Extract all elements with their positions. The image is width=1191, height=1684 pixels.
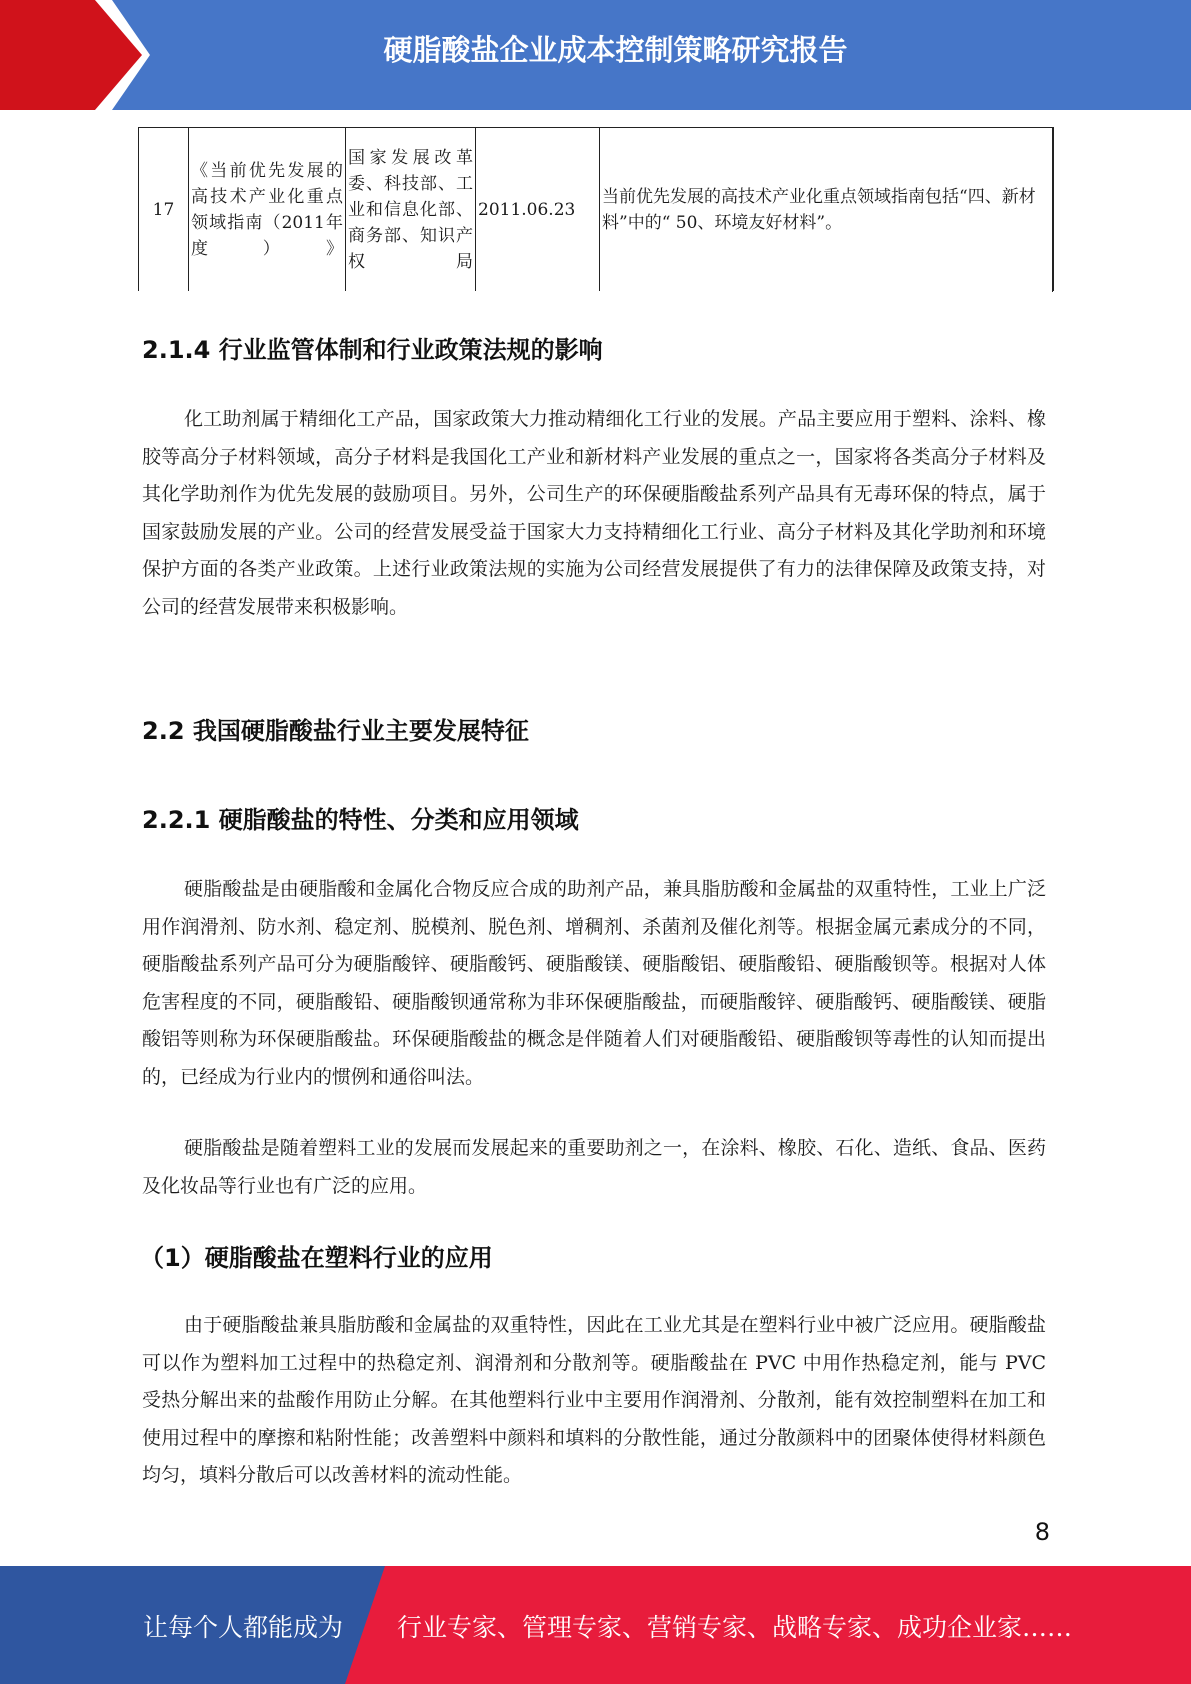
report-title: 硬脂酸盐企业成本控制策略研究报告 bbox=[383, 33, 848, 67]
policy-name: 《当前优先发展的高技术产业化重点领域指南（2011年度）》 bbox=[189, 128, 346, 293]
heading-2-2-1: 2.2.1 硬脂酸盐的特性、分类和应用领域 bbox=[142, 806, 579, 834]
page-header bbox=[0, 0, 1191, 110]
issuing-authority: 国家发展改革委、科技部、工业和信息化部、商务部、知识产权局 bbox=[346, 128, 476, 293]
issue-date: 2011.06.23 bbox=[476, 128, 600, 293]
page-number: 8 bbox=[1034, 1518, 1050, 1546]
heading-plastic-application: （1）硬脂酸盐在塑料行业的应用 bbox=[140, 1244, 493, 1272]
paragraph-2-2-1-a: 硬脂酸盐是由硬脂酸和金属化合物反应合成的助剂产品，兼具脂肪酸和金属盐的双重特性，工业上广泛用作润滑剂、防水剂、稳定剂、脱模剂、脱色剂、增稠剂、杀菌剂及催化剂等。根据金属元素成分的不同，硬脂酸盐系列产品可分为硬脂酸锌、硬脂酸钙、硬脂酸镁、硬脂酸铝、硬脂酸铅、硬脂酸钡等。根据对人体危害程度的不同，硬脂酸铅、硬脂酸钡通常称为非环保硬脂酸盐，而硬脂酸锌、硬脂酸钙、硬脂酸镁、硬脂酸铝等则称为环保硬脂酸盐。环保硬脂酸盐的概念是伴随着人们对硬脂酸铅、硬脂酸钡等毒性的认知而提出的，已经成为行业内的惯例和通俗叫法。 bbox=[142, 878, 1046, 1088]
heading-2-1-4: 2.1.4 行业监管体制和行业政策法规的影响 bbox=[142, 336, 603, 364]
policy-description: 当前优先发展的高技术产业化重点领域指南包括“四、新材料”中的“ 50、环境友好材料”。 bbox=[600, 128, 1054, 293]
paragraph-2-1-4: 化工助剂属于精细化工产品，国家政策大力推动精细化工行业的发展。产品主要应用于塑料、涂料、橡胶等高分子材料领域，高分子材料是我国化工产业和新材料产业发展的重点之一，国家将各类高分子材料及其化学助剂作为优先发展的鼓励项目。另外，公司生产的环保硬脂酸盐系列产品具有无毒环保的特点，属于国家鼓励发展的产业。公司的经营发展受益于国家大力支持精细化工行业、高分子材料及其化学助剂和环境保护方面的各类产业政策。上述行业政策法规的实施为公司经营发展提供了有力的法律保障及政策支持，对公司的经营发展带来积极影响。 bbox=[142, 408, 1046, 618]
table-bottom-cut bbox=[136, 291, 1056, 299]
footer-slogan-left: 让每个人都能成为 bbox=[143, 1613, 344, 1642]
paragraph-plastic-application: 由于硬脂酸盐兼具脂肪酸和金属盐的双重特性，因此在工业尤其是在塑料行业中被广泛应用。硬脂酸盐可以作为塑料加工过程中的热稳定剂、润滑剂和分散剂等。硬脂酸盐在 PVC 中用作热稳定剂，能与 PVC 受热分解出来的盐酸作用防止分解。在其他塑料行业中主要用作润滑剂、分散剂，能有效控制塑料在加工和使用过程中的摩擦和粘附性能；改善塑料中颜料和填料的分散性能，通过分散颜料中的团聚体使得材料颜色均匀，填料分散后可以改善材料的流动性能。 bbox=[142, 1314, 1046, 1486]
paragraph-2-2-1-b: 硬脂酸盐是随着塑料工业的发展而发展起来的重要助剂之一，在涂料、橡胶、石化、造纸、食品、医药及化妆品等行业也有广泛的应用。 bbox=[142, 1137, 1046, 1197]
page-footer bbox=[0, 1566, 1191, 1684]
footer-slogan-right: 行业专家、管理专家、营销专家、战略专家、成功企业家…… bbox=[397, 1613, 1073, 1642]
heading-2-2: 2.2 我国硬脂酸盐行业主要发展特征 bbox=[142, 717, 529, 745]
row-number: 17 bbox=[139, 128, 189, 293]
policy-table bbox=[138, 127, 1054, 293]
table-right-edge bbox=[1052, 127, 1053, 292]
table-row bbox=[139, 128, 1054, 293]
